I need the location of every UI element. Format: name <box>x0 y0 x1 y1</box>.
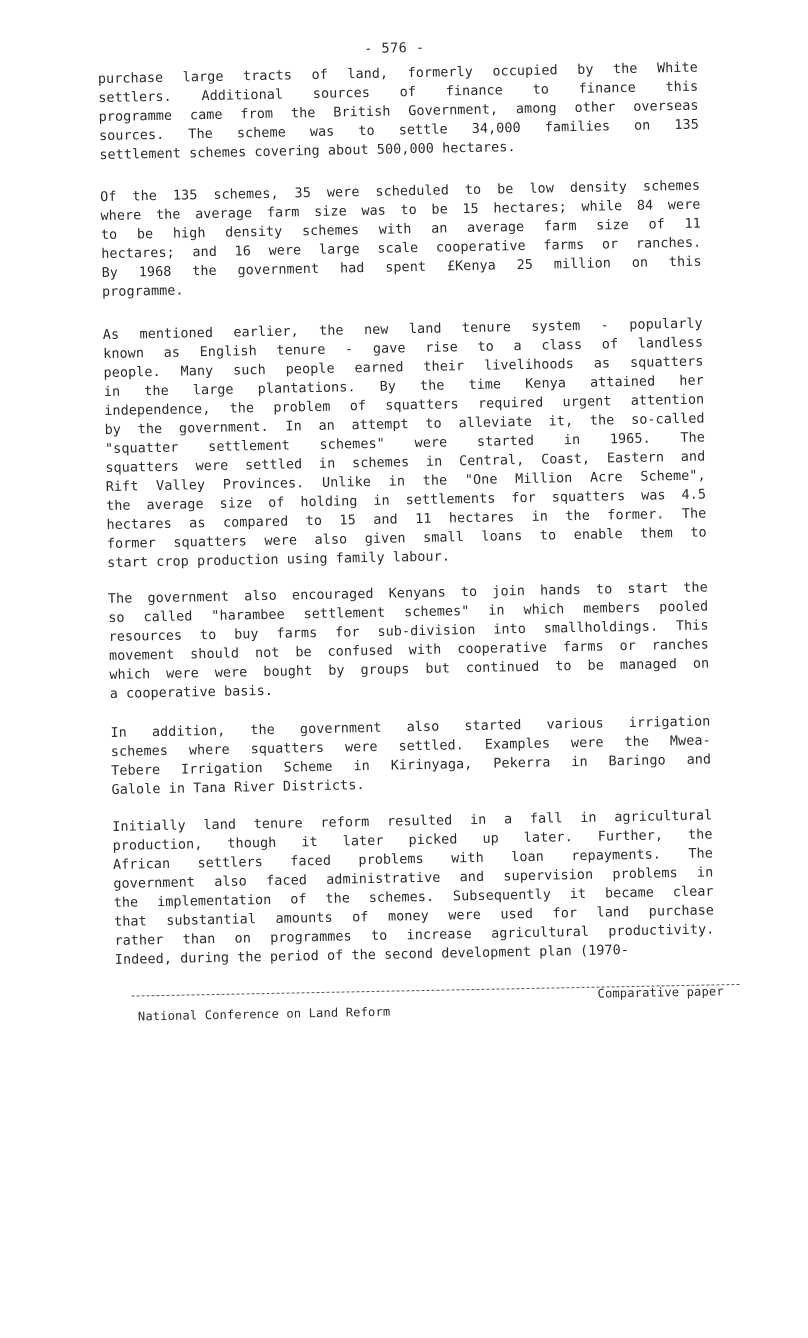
text-line: independence, the problem of squatters required urgent attention <box>104 392 705 420</box>
text-line: Rift Valley Provinces. Unlike in the "One Million Acre Scheme", <box>105 468 706 496</box>
paragraph-5 <box>110 712 711 800</box>
text-line: that substantial amounts of money were used for land purchase <box>113 903 715 930</box>
footer-right-label: Comparative paper <box>597 984 724 1001</box>
text-line: so called "harambee settlement schemes" in which members pooled <box>108 599 709 626</box>
text-line: which were were bought by groups but continued to be managed on <box>109 656 710 683</box>
text-line: squatters were settled in schemes in Central, Coast, Eastern and <box>105 449 706 477</box>
paragraph-1 <box>98 59 700 166</box>
text-line: The government also encouraged Kenyans to join hands to start the <box>107 580 708 607</box>
text-line: hectares as compared to 15 and 11 hectares in the former. The <box>106 506 707 534</box>
text-line: the implementation of the schemes. Subsequently it became clear <box>113 884 714 911</box>
text-line: government also faced administrative and supervision problems in <box>113 865 714 892</box>
text-line: people. Many such people earned their livelihoods as squatters <box>103 354 704 382</box>
text-line: settlement schemes covering about 500,000 hectares. <box>99 140 516 164</box>
text-line: in the large plantations. By the time Kenya attained her <box>103 373 704 401</box>
text-line: the average size of holding in settlements for squatters was 4.5 <box>106 487 707 515</box>
text-line: In addition, the government also started various irrigation <box>110 714 711 741</box>
text-line: resources to buy farms for sub-division into smallholdings. This <box>108 618 709 645</box>
text-line: known as English tenure - gave rise to a class of landless <box>103 335 704 363</box>
text-line: Of the 135 schemes, 35 were scheduled to be low density schemes <box>100 178 701 206</box>
text-line: to be high density schemes with an average farm size of 11 <box>100 216 701 244</box>
text-line: production, though it later picked up later. Further, the <box>112 827 713 854</box>
text-line: start crop production using family labour. <box>107 549 451 571</box>
text-line: Initially land tenure reform resulted in a fall in agricultural <box>112 808 713 835</box>
text-line: schemes where squatters were settled. Examples were the Mwea- <box>110 733 711 760</box>
text-line: As mentioned earlier, the new land tenure system - popularly <box>102 316 703 344</box>
text-line: hectares; and 16 were large scale cooperative farms or ranches. <box>101 235 702 263</box>
text-line: Indeed, during the period of the second development plan (1970- <box>114 943 630 968</box>
text-line: purchase large tracts of land, formerly occupied by the White <box>97 60 698 88</box>
text-line: by the government. In an attempt to alleviate it, the so-called <box>104 411 705 439</box>
footer-left-label: National Conference on Land Reform <box>137 1004 391 1024</box>
paragraph-3 <box>103 315 708 573</box>
text-line: Tebere Irrigation Scheme in Kirinyaga, Pekerra in Baringo and <box>111 752 712 779</box>
text-line: where the average farm size was to be 15 hectares; while 84 were <box>100 197 701 225</box>
paragraph-2 <box>100 177 702 302</box>
text-line: settlers. Additional sources of finance to finance this <box>98 79 699 107</box>
text-line: rather than on programmes to increase agricultural productivity. <box>114 922 715 949</box>
text-line: programme came from the British Government, among other overseas <box>98 98 699 126</box>
text-line: a cooperative basis. <box>109 683 274 702</box>
page-number: - 576 - <box>364 39 425 57</box>
text-line: African settlers faced problems with loan repayments. The <box>112 846 714 873</box>
paragraph-6 <box>112 806 715 969</box>
text-line: movement should not be confused with cooperative farms or ranches <box>108 637 710 664</box>
text-line: programme. <box>101 283 184 301</box>
text-line: former squatters were also given small loans to enable them to <box>106 525 707 552</box>
text-line: By 1968 the government had spent £Kenya 25 million on this <box>101 254 702 282</box>
text-line: Galole in Tana River Districts. <box>111 778 365 798</box>
paragraph-4 <box>108 578 710 703</box>
text-line: "squatter settlement schemes" were started in 1965. The <box>104 430 706 458</box>
text-line: sources. The scheme was to settle 34,000 families on 135 <box>98 117 700 145</box>
